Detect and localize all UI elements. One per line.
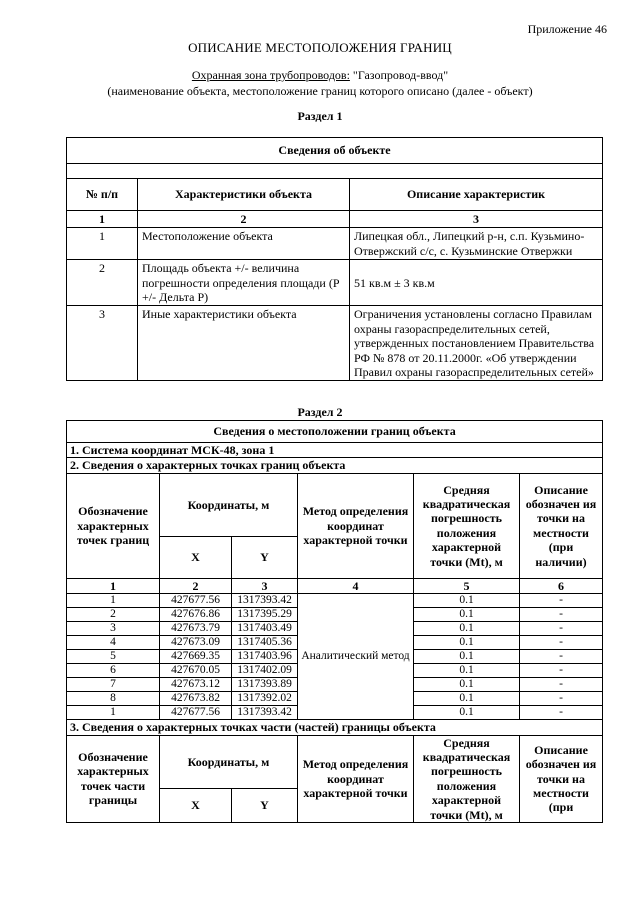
header-mt: Средняя квадратическая погрешность положения характерной точки (Mt), м: [414, 473, 520, 578]
header-coordinates: Координаты, м: [160, 735, 298, 789]
header-method: Метод определения координат характерной точки: [298, 473, 414, 578]
point-id: 5: [67, 650, 160, 664]
col-number: 5: [414, 578, 520, 593]
col-number: 1: [67, 578, 160, 593]
col-number: 1: [67, 211, 138, 228]
table-row: [67, 594, 603, 608]
point-description: -: [520, 636, 603, 650]
point-id: 2: [67, 608, 160, 622]
point-mt: 0.1: [414, 594, 520, 608]
header-coordinates: Координаты, м: [160, 473, 298, 536]
table-row: [67, 306, 603, 381]
row-name: Площадь объекта +/- величина погрешности определения площади (P +/- Дельта P): [138, 260, 350, 306]
object-name: [0, 68, 640, 83]
header-characteristic: Характеристики объекта: [138, 179, 350, 211]
col-number: 2: [138, 211, 350, 228]
object-info-table: [66, 137, 603, 381]
point-id: 3: [67, 622, 160, 636]
table-row: [67, 260, 603, 306]
col-number: 2: [160, 578, 232, 593]
point-y: 1317403.49: [232, 622, 298, 636]
point-id: 1: [67, 594, 160, 608]
point-description: -: [520, 608, 603, 622]
row-number: 1: [67, 228, 138, 260]
point-id: 6: [67, 664, 160, 678]
row-name: Местоположение объекта: [138, 228, 350, 260]
row-value: Ограничения установлены согласно Правилам охраны газораспределительных сетей, утвержденных постановлением Правительства РФ № 878 от 20.11.2000г. «Об утверждении Правил охраны газораспределительных сетей»: [350, 306, 603, 381]
point-mt: 0.1: [414, 608, 520, 622]
point-x: 427673.09: [160, 636, 232, 650]
point-x: 427677.56: [160, 594, 232, 608]
point-x: 427673.79: [160, 622, 232, 636]
header-y: Y: [232, 789, 298, 823]
header-mt: Средняя квадратическая погрешность положения характерной точки (Mt), м: [414, 735, 520, 822]
table-row: [67, 228, 603, 260]
header-x: X: [160, 789, 232, 823]
table-title: Сведения об объекте: [67, 138, 603, 164]
document-title: ОПИСАНИЕ МЕСТОПОЛОЖЕНИЯ ГРАНИЦ: [188, 40, 452, 55]
point-x: 427676.86: [160, 608, 232, 622]
point-mt: 0.1: [414, 650, 520, 664]
point-description: -: [520, 664, 603, 678]
header-designation-part: Обозначение характерных точек части границы: [67, 735, 160, 822]
point-mt: 0.1: [414, 706, 520, 720]
appendix-label: Приложение 46: [527, 22, 607, 36]
row-value: 51 кв.м ± 3 кв.м: [350, 260, 603, 306]
header-y: Y: [232, 536, 298, 578]
point-description: -: [520, 678, 603, 692]
point-x: 427673.12: [160, 678, 232, 692]
col-number: 3: [350, 211, 603, 228]
col-number: 4: [298, 578, 414, 593]
row-value: Липецкая обл., Липецкий р-н, с.п. Кузьмино-Отвержский с/с, с. Кузьминские Отвержки: [350, 228, 603, 260]
row-number: 2: [67, 260, 138, 306]
point-method: Аналитический метод: [298, 594, 414, 720]
subsection-part-points: 3. Сведения о характерных точках части (частей) границы объекта: [67, 720, 603, 735]
header-x: X: [160, 536, 232, 578]
point-mt: 0.1: [414, 678, 520, 692]
point-mt: 0.1: [414, 692, 520, 706]
row-name: Иные характеристики объекта: [138, 306, 350, 381]
point-x: 427669.35: [160, 650, 232, 664]
coordinate-system: 1. Система координат МСК-48, зона 1: [67, 443, 603, 458]
point-description: -: [520, 622, 603, 636]
point-mt: 0.1: [414, 636, 520, 650]
header-point-description: Описание обозначен ия точки на местности (при: [520, 735, 603, 822]
header-designation: Обозначение характерных точек границ: [67, 473, 160, 578]
point-x: 427677.56: [160, 706, 232, 720]
point-y: 1317405.36: [232, 636, 298, 650]
point-y: 1317393.89: [232, 678, 298, 692]
col-number: 6: [520, 578, 603, 593]
object-note: (наименование объекта, местоположение границ которого описано (далее - объект): [107, 84, 533, 98]
point-x: 427670.05: [160, 664, 232, 678]
boundary-table: [66, 420, 603, 823]
row-number: 3: [67, 306, 138, 381]
spacer-row: [67, 164, 603, 179]
object-name-quoted: "Газопровод-ввод": [349, 68, 449, 82]
subsection-points: 2. Сведения о характерных точках границ объекта: [67, 458, 603, 473]
point-description: -: [520, 650, 603, 664]
object-name-prefix: Охранная зона трубопроводов:: [191, 68, 350, 82]
point-y: 1317402.09: [232, 664, 298, 678]
header-point-description: Описание обозначен ия точки на местности (при наличии): [520, 473, 603, 578]
point-y: 1317393.42: [232, 594, 298, 608]
point-id: 8: [67, 692, 160, 706]
point-mt: 0.1: [414, 622, 520, 636]
point-y: 1317393.42: [232, 706, 298, 720]
section-2-label: Раздел 2: [297, 405, 343, 419]
point-y: 1317403.96: [232, 650, 298, 664]
point-y: 1317395.29: [232, 608, 298, 622]
point-description: -: [520, 594, 603, 608]
point-id: 4: [67, 636, 160, 650]
point-description: -: [520, 706, 603, 720]
table-title: Сведения о местоположении границ объекта: [67, 421, 603, 443]
point-description: -: [520, 692, 603, 706]
header-number: № п/п: [67, 179, 138, 211]
point-x: 427673.82: [160, 692, 232, 706]
point-y: 1317392.02: [232, 692, 298, 706]
point-id: 7: [67, 678, 160, 692]
point-mt: 0.1: [414, 664, 520, 678]
header-method: Метод определения координат характерной точки: [298, 735, 414, 822]
section-1-label: Раздел 1: [297, 109, 343, 123]
col-number: 3: [232, 578, 298, 593]
header-description: Описание характеристик: [350, 179, 603, 211]
point-id: 1: [67, 706, 160, 720]
